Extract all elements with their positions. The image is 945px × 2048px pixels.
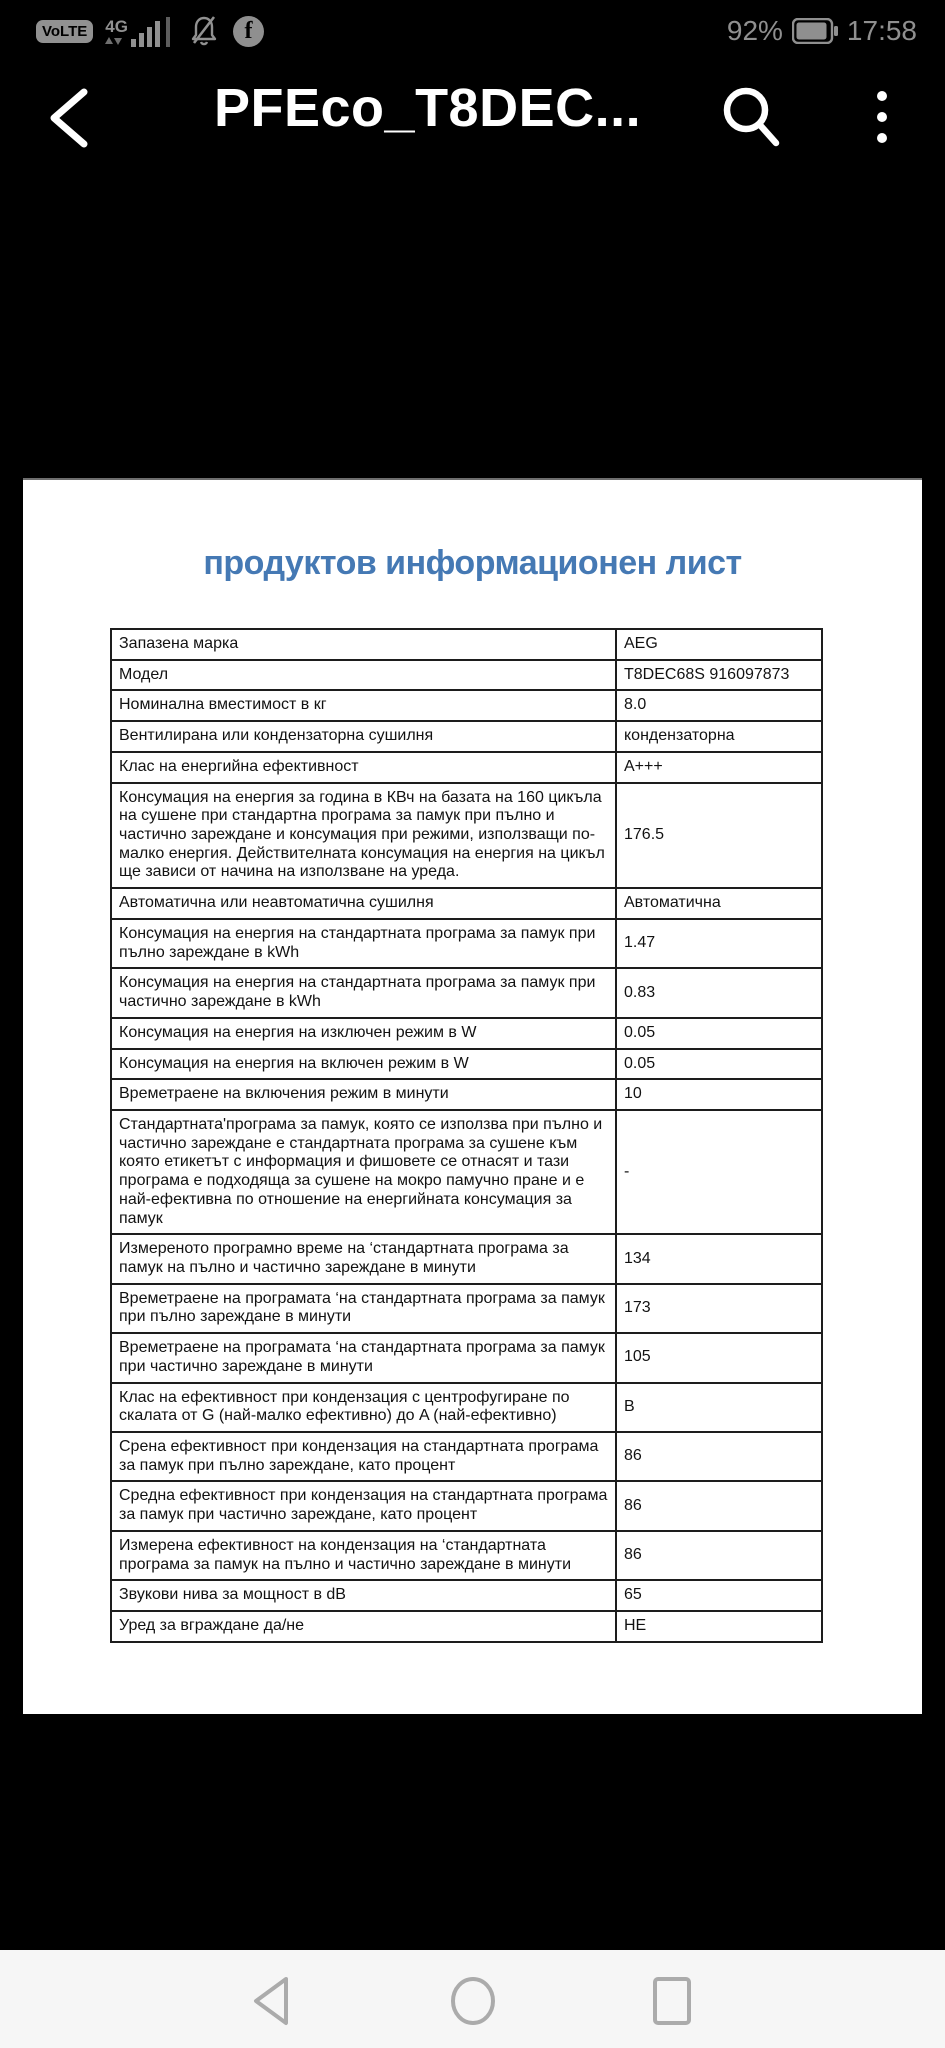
table-row <box>111 1333 822 1382</box>
table-row <box>111 1531 822 1580</box>
spec-label: Времетраене на включения режим в минути <box>111 1079 616 1110</box>
spec-value: AEG <box>616 629 822 660</box>
spec-label: Средна ефективност при кондензация на стандартната програма за памук при частично зареждане, като процент <box>111 1481 616 1530</box>
product-info-table <box>110 628 823 1643</box>
spec-label: Консумация на енергия на стандартната програма за памук при частично зареждане в kWh <box>111 968 616 1017</box>
table-row <box>111 888 822 919</box>
spec-table-body <box>111 629 822 1642</box>
table-row <box>111 1383 822 1432</box>
spec-value: 0.05 <box>616 1018 822 1049</box>
spec-value: 176.5 <box>616 783 822 889</box>
table-row <box>111 1580 822 1611</box>
table-row <box>111 919 822 968</box>
spec-label: Клас на енергийна ефективност <box>111 752 616 783</box>
nav-recents-icon[interactable] <box>644 1976 700 2026</box>
document-title-bar: PFEco_T8DEC... <box>214 78 642 138</box>
spec-label: Модел <box>111 660 616 691</box>
spec-value: 0.83 <box>616 968 822 1017</box>
spec-label: Консумация на енергия за година в КВч на базата на 160 цикъла на сушене при стандартна програма за памук при пълно и частично зареждане и консумация при режими, използващи по-малко енергия. Действителната консумация на енергия на цикъл ще зависи от начина на използване на уреда. <box>111 783 616 889</box>
table-row <box>111 1234 822 1283</box>
menu-dot <box>877 91 887 101</box>
spec-value: 86 <box>616 1481 822 1530</box>
spec-value: 8.0 <box>616 690 822 721</box>
spec-value: T8DEC68S 916097873 <box>616 660 822 691</box>
table-row <box>111 1481 822 1530</box>
table-row <box>111 1079 822 1110</box>
spec-label: Консумация на енергия на стандартната програма за памук при пълно зареждане в kWh <box>111 919 616 968</box>
table-row <box>111 1432 822 1481</box>
spec-label: Срена ефективност при кондензация на стандартната програма за памук при пълно зареждане, като процент <box>111 1432 616 1481</box>
table-row <box>111 629 822 660</box>
spec-value: НЕ <box>616 1611 822 1642</box>
spec-value: 86 <box>616 1432 822 1481</box>
spec-label: Измерена ефективност на кондензация на ‘стандартната програма за памук на пълно и частично зареждане в минути <box>111 1531 616 1580</box>
table-row <box>111 1611 822 1642</box>
spec-label: Консумация на енергия на включен режим в W <box>111 1049 616 1080</box>
spec-label: Автоматична или неавтоматична сушилня <box>111 888 616 919</box>
table-row <box>111 690 822 721</box>
spec-label: Измереното програмно време на ‘стандартната програма за памук на пълно и частично зареждане в минути <box>111 1234 616 1283</box>
network-arrows-icon <box>105 35 123 47</box>
spec-label: Консумация на енергия на изключен режим в W <box>111 1018 616 1049</box>
volte-badge: VoLTE <box>36 20 93 43</box>
spec-value: 0.05 <box>616 1049 822 1080</box>
clock: 17:58 <box>846 15 917 46</box>
status-bar <box>0 0 945 56</box>
spec-value: B <box>616 1383 822 1432</box>
spec-value: 86 <box>616 1531 822 1580</box>
spec-value: 65 <box>616 1580 822 1611</box>
nav-home-icon[interactable] <box>445 1976 501 2026</box>
battery-icon <box>792 18 838 44</box>
page-title: продуктов информационен лист <box>203 544 742 582</box>
menu-dot <box>877 133 887 143</box>
navigation-bar <box>0 1950 945 2048</box>
spec-label: Клас на ефективност при кондензация с центрофугиране по скалата от G (най-малко ефективно) до A (най-ефективно) <box>111 1383 616 1432</box>
spec-label: Запазена марка <box>111 629 616 660</box>
spec-value: A+++ <box>616 752 822 783</box>
signal-strength-bars <box>131 15 175 47</box>
spec-label: Стандартната'програма за памук, която се използва при пълно и частично зареждане е стандартната програма за сушене към която етикетът с информация и фишовете се отнасят и тази програма е подходяща за сушене на мокро памучно пране и е най-ефективна по отношение на енергийната консумация за памук <box>111 1110 616 1234</box>
spec-label: Времетраене на програмата ‘на стандартната програма за памук при частично зареждане в минути <box>111 1333 616 1382</box>
network-type-label: 4G <box>105 17 128 36</box>
spec-value: - <box>616 1110 822 1234</box>
table-row <box>111 968 822 1017</box>
table-row <box>111 1018 822 1049</box>
spec-value: 1.47 <box>616 919 822 968</box>
spec-label: Уред за вграждане да/не <box>111 1611 616 1642</box>
status-bar-left <box>36 14 264 48</box>
table-row <box>111 1049 822 1080</box>
nav-back-icon[interactable] <box>246 1976 302 2026</box>
table-row <box>111 783 822 889</box>
table-row <box>111 660 822 691</box>
spec-value: кондензаторна <box>616 721 822 752</box>
menu-dot <box>877 112 887 122</box>
pdf-page[interactable] <box>23 478 922 1714</box>
spec-label: Вентилирана или кондензаторна сушилня <box>111 721 616 752</box>
table-row <box>111 721 822 752</box>
spec-label: Номинална вместимост в кг <box>111 690 616 721</box>
spec-value: 134 <box>616 1234 822 1283</box>
table-row <box>111 1284 822 1333</box>
search-icon[interactable] <box>718 82 782 150</box>
notifications-muted-icon <box>187 14 221 48</box>
more-options-icon[interactable] <box>864 84 900 150</box>
battery-percent: 92% <box>726 15 783 46</box>
table-row <box>111 1110 822 1234</box>
spec-value: 10 <box>616 1079 822 1110</box>
app-bar <box>0 60 945 176</box>
spec-value: 173 <box>616 1284 822 1333</box>
facebook-icon: f <box>233 16 264 47</box>
table-row <box>111 752 822 783</box>
signal-bars-icon <box>105 15 175 47</box>
spec-value: 105 <box>616 1333 822 1382</box>
back-arrow-icon[interactable] <box>40 86 96 150</box>
spec-label: Времетраене на програмата ‘на стандартната програма за памук при пълно зареждане в минути <box>111 1284 616 1333</box>
status-bar-right <box>727 15 917 47</box>
spec-label: Звукови нива за мощност в dB <box>111 1580 616 1611</box>
spec-value: Автоматична <box>616 888 822 919</box>
